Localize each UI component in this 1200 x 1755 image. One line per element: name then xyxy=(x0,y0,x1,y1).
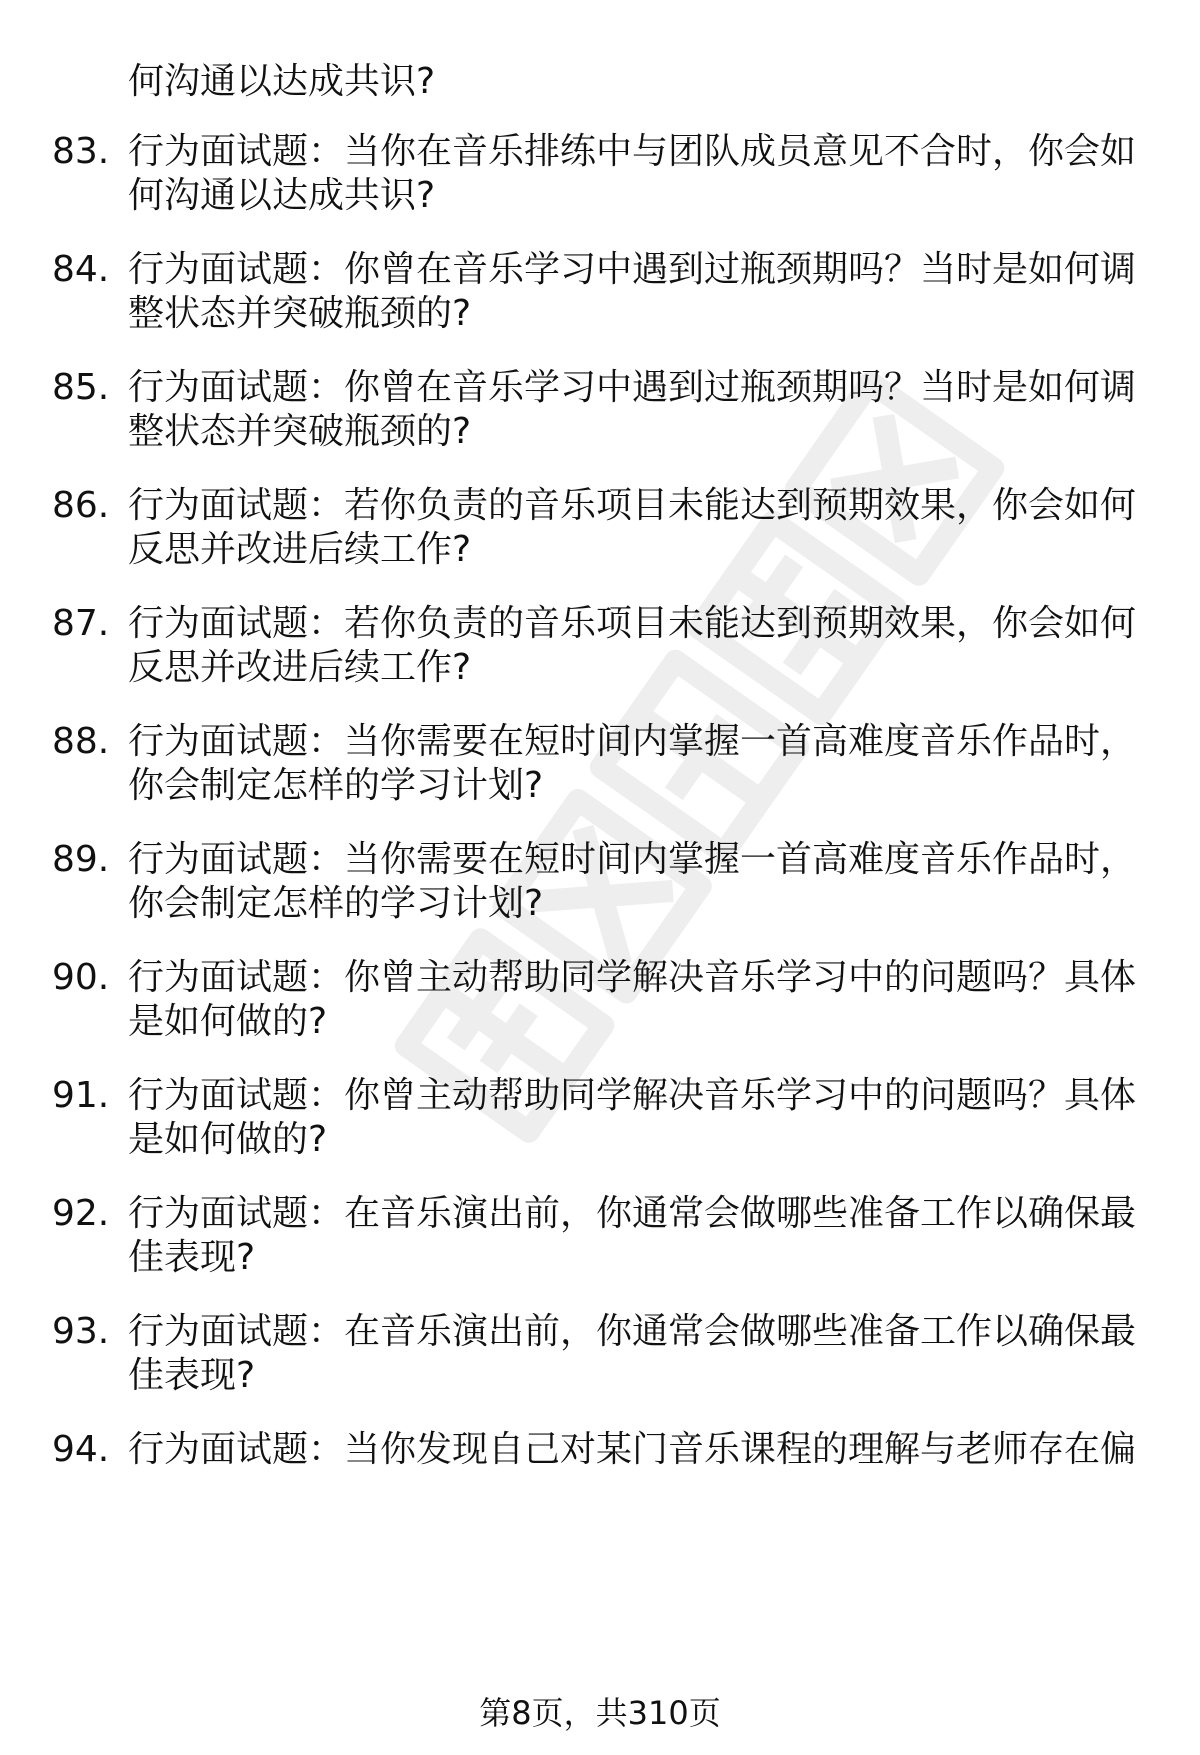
item-text-line2: 是如何做的? xyxy=(128,1119,328,1160)
item-text-line2: 是如何做的? xyxy=(128,1001,328,1042)
item-text-line2: 佳表现? xyxy=(128,1237,256,1278)
item-text-line1: 行为面试题：你曾主动帮助同学解决音乐学习中的问题吗？具体 xyxy=(128,957,1137,998)
item-text-line2: 佳表现? xyxy=(128,1355,256,1396)
item-text-line1: 行为面试题：当你需要在短时间内掌握一首高难度音乐作品时， xyxy=(128,721,1137,762)
item-text-line2: 整状态并突破瓶颈的? xyxy=(128,411,472,452)
item-text-line2: 何沟通以达成共识? xyxy=(128,175,436,216)
item-number: 84. xyxy=(52,249,110,290)
item-number: 89. xyxy=(52,839,110,880)
item-number: 93. xyxy=(52,1311,110,1352)
item-number: 90. xyxy=(52,957,110,998)
item-number: 86. xyxy=(52,485,110,526)
item-text-line1: 行为面试题：若你负责的音乐项目未能达到预期效果，你会如何 xyxy=(128,603,1137,644)
item-text-line1: 行为面试题：你曾在音乐学习中遇到过瓶颈期吗？当时是如何调 xyxy=(128,367,1137,408)
item-number: 94. xyxy=(52,1429,110,1470)
item-text-line1: 行为面试题：你曾在音乐学习中遇到过瓶颈期吗？当时是如何调 xyxy=(128,249,1137,290)
item-text-line1: 行为面试题：若你负责的音乐项目未能达到预期效果，你会如何 xyxy=(128,485,1137,526)
item-text-line1: 行为面试题：当你在音乐排练中与团队成员意见不合时，你会如 xyxy=(128,131,1137,172)
item-number: 92. xyxy=(52,1193,110,1234)
item-number: 91. xyxy=(52,1075,110,1116)
item-text-line1: 行为面试题：你曾主动帮助同学解决音乐学习中的问题吗？具体 xyxy=(128,1075,1137,1116)
item-text-line1: 行为面试题：当你需要在短时间内掌握一首高难度音乐作品时， xyxy=(128,839,1137,880)
item-text-line2: 你会制定怎样的学习计划? xyxy=(128,883,544,924)
item-text-line2: 你会制定怎样的学习计划? xyxy=(128,765,544,806)
item-text-line1: 行为面试题：在音乐演出前，你通常会做哪些准备工作以确保最 xyxy=(128,1311,1137,1352)
item-text-line1: 行为面试题：在音乐演出前，你通常会做哪些准备工作以确保最 xyxy=(128,1193,1137,1234)
item-text-line2: 整状态并突破瓶颈的? xyxy=(128,293,472,334)
continuation-line: 何沟通以达成共识? xyxy=(128,61,436,102)
item-text-line1: 行为面试题：当你发现自己对某门音乐课程的理解与老师存在偏 xyxy=(128,1429,1137,1470)
item-number: 83. xyxy=(52,131,110,172)
item-number: 85. xyxy=(52,367,110,408)
item-text-line2: 反思并改进后续工作? xyxy=(128,529,472,570)
item-number: 87. xyxy=(52,603,110,644)
item-number: 88. xyxy=(52,721,110,762)
item-text-line2: 反思并改进后续工作? xyxy=(128,647,472,688)
page-footer: 第8页，共310页 xyxy=(479,1694,721,1732)
